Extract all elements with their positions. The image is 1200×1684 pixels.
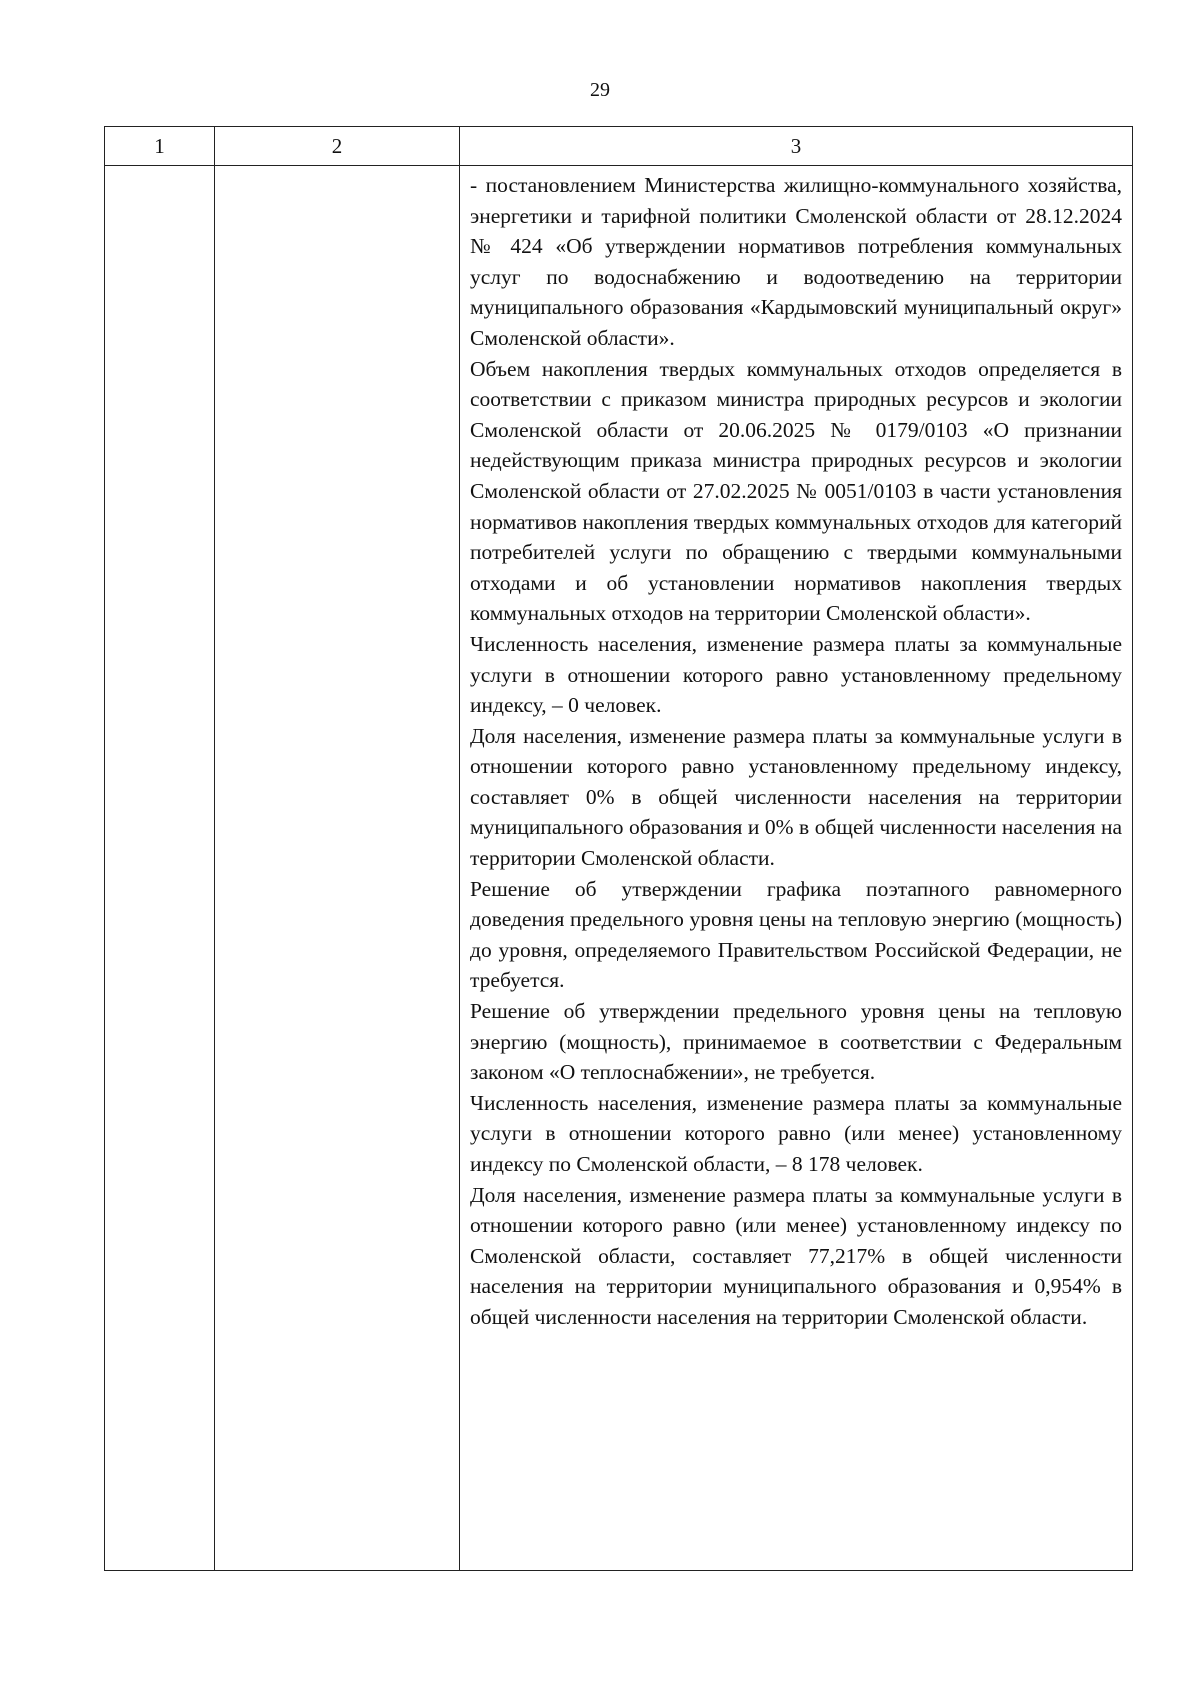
column-3-cell <box>460 166 1133 1571</box>
document-table <box>104 126 1133 1571</box>
column-header-2: 2 <box>215 127 460 166</box>
paragraph-population-count-limit: Численность населения, изменение размера платы за коммунальные услуги в отношении которого равно установленному предельному индексу, – 0 человек. <box>470 631 1122 718</box>
table-header-row <box>105 127 1133 166</box>
paragraph-water-norms: - постановлением Министерства жилищно-коммунального хозяйства, энергетики и тарифной политики Смоленской области от 28.12.2024 № 424 «Об утверждении нормативов потребления коммунальных услуг по водоснабжению и водоотведению на территории муниципального образования «Кардымовский муниципальный округ» Смоленской области». <box>470 173 1122 350</box>
column-1-cell <box>105 166 215 1571</box>
column-header-3: 3 <box>460 127 1133 166</box>
paragraph-heat-price-schedule: Решение об утверждении графика поэтапного равномерного доведения предельного уровня цены на тепловую энергию (мощность) до уровня, определяемого Правительством Российской Федерации, не требуется. <box>470 876 1122 993</box>
column-header-1: 1 <box>105 127 215 166</box>
paragraph-population-count-index: Численность населения, изменение размера платы за коммунальные услуги в отношении которого равно (или менее) установленному индексу по Смоленской области, – 8 178 человек. <box>470 1090 1122 1176</box>
paragraph-waste-volume: Объем накопления твердых коммунальных отходов определяется в соответствии с приказом министра природных ресурсов и экологии Смоленской области от 20.06.2025 № 0179/0103 «О признании недействующим приказа министра природных ресурсов и экологии Смоленской области от 27.02.2025 № 0051/0103 в части установления нормативов накопления твердых коммунальных отходов для категорий потребителей услуги по обращению с твердыми коммунальными отходами и об установлении нормативов накопления твердых коммунальных отходов на территории Смоленской области». <box>470 356 1122 626</box>
paragraph-population-share-index: Доля населения, изменение размера платы за коммунальные услуги в отношении которого равно (или менее) установленному индексу по Смоленской области, составляет 77,217% в общей численности населения на территории муниципального образования и 0,954% в общей численности населения на территории Смоленской области. <box>470 1182 1122 1329</box>
page-number: 29 <box>590 79 610 101</box>
table-row <box>105 166 1133 1571</box>
paragraph-population-share-limit: Доля населения, изменение размера платы за коммунальные услуги в отношении которого равно установленному предельному индексу, составляет 0% в общей численности населения на территории муниципального образования и 0% в общей численности населения на территории Смоленской области. <box>470 723 1122 871</box>
column-2-cell <box>215 166 460 1571</box>
paragraph-heat-price-limit: Решение об утверждении предельного уровня цены на тепловую энергию (мощность), принимаемое в соответствии с Федеральным законом «О теплоснабжении», не требуется. <box>470 999 1122 1085</box>
